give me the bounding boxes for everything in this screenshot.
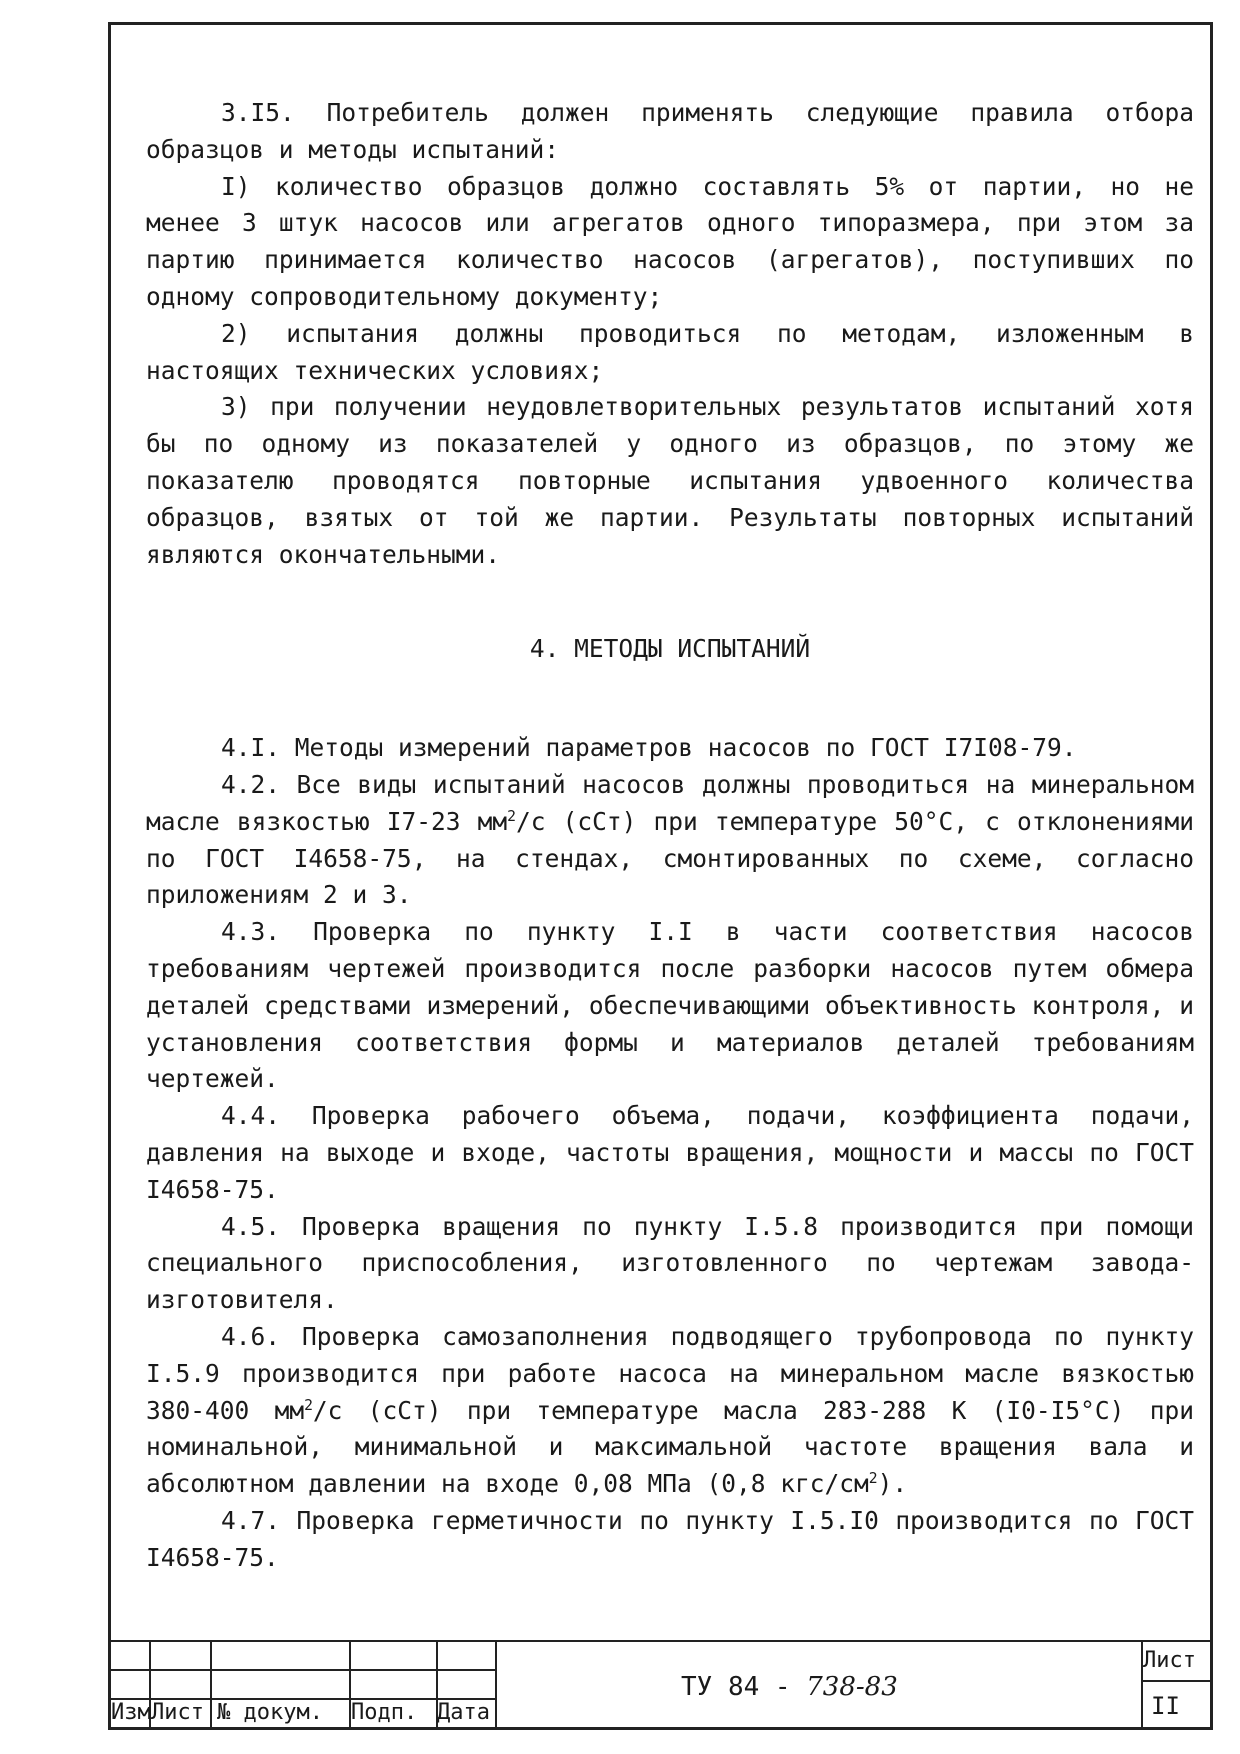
sheet-label: Лист bbox=[1143, 1648, 1196, 1673]
title-block-top-line bbox=[111, 1640, 1210, 1642]
col-divider-2 bbox=[210, 1640, 212, 1727]
document-body bbox=[146, 95, 1194, 1576]
paragraph-4-4: 4.4. Проверка рабочего объема, подачи, коэффициента подачи, давления на выходе и входе, частоты вращения, мощности и массы по ГОСТ I4658-75. bbox=[146, 1101, 1194, 1204]
paragraph-4-5: 4.5. Проверка вращения по пункту I.5.8 производится при помощи специального приспособления, изготовленного по чертежам завода-изготовителя. bbox=[146, 1211, 1194, 1315]
list-item-3: 3) при получении неудовлетворительных результатов испытаний хотя бы по одному из показателей у одного из образцов, по этому же показателю проводятся повторные испытания удвоенного количества образцов, взятых от той же партии. Результаты повторных испытаний являются окончательными. bbox=[146, 392, 1194, 569]
paragraph-4-3: 4.3. Проверка по пункту I.I в части соответствия насосов требованиям чертежей производится после разборки насосов путем обмера деталей средствами измерений, обеспечивающими объективность контроля, и установления соответствия формы и материалов деталей требованиям чертежей. bbox=[146, 917, 1194, 1094]
label-doc-number: № докум. bbox=[217, 1700, 323, 1725]
list-item-2: 2) испытания должны проводиться по методам, изложенным в настоящих технических условиях; bbox=[146, 318, 1194, 385]
paragraph-4-6: 4.6. Проверка самозаполнения подводящего трубопровода по пункту I.5.9 производится при работе насоса на минеральном масле вязкостью 380-400 $мм^2/с$ (сСт) при температуре масла 283-288 К (I0-I5°С) при номинальной, минимальной и максимальной частоте вращения вала и абсолютном давлении на входе 0,08 МПа (0,8 кгс/$см^2$). bbox=[146, 1321, 1194, 1499]
label-date: Дата bbox=[437, 1700, 490, 1725]
document-code-handwritten: 738-83 bbox=[806, 1672, 898, 1702]
col-divider-5 bbox=[495, 1640, 497, 1727]
title-block bbox=[111, 1640, 1210, 1727]
paragraph-4-2: 4.2. Все виды испытаний насосов должны проводиться на минеральном масле вязкостью I7-23 $мм^2/с$ (сСт) при температуре 50°С, с отклонениями по ГОСТ I4658-75, на стендах, смонтированных по схеме, согласно приложениям 2 и 3. bbox=[146, 769, 1194, 910]
paragraph-4-1: 4.I. Методы измерений параметров насосов по ГОСТ I7I08-79. bbox=[221, 733, 1077, 763]
document-code: ТУ 84 - 738-83 bbox=[681, 1672, 898, 1702]
label-list: Лист bbox=[151, 1700, 204, 1725]
sheet-cell-divider bbox=[1143, 1680, 1210, 1682]
paragraph-3-15: 3.I5. Потребитель должен применять следующие правила отбора образцов и методы испытаний: bbox=[146, 98, 1194, 164]
list-item-1: I) количество образцов должно составлять 5% от партии, но не менее 3 штук насосов или агрегатов одного типоразмера, при этом за партию принимается количество насосов (агрегатов), поступивших по одному сопроводительному документу; bbox=[146, 171, 1194, 311]
sheet-number: II bbox=[1151, 1692, 1180, 1720]
label-izm: Изм bbox=[111, 1700, 151, 1725]
paragraph-4-7: 4.7. Проверка герметичности по пункту I.5.I0 производится по ГОСТ I4658-75. bbox=[146, 1505, 1194, 1572]
section-heading: 4. МЕТОДЫ ИСПЫТАНИЙ bbox=[529, 634, 811, 664]
label-signature: Подп. bbox=[351, 1700, 418, 1725]
